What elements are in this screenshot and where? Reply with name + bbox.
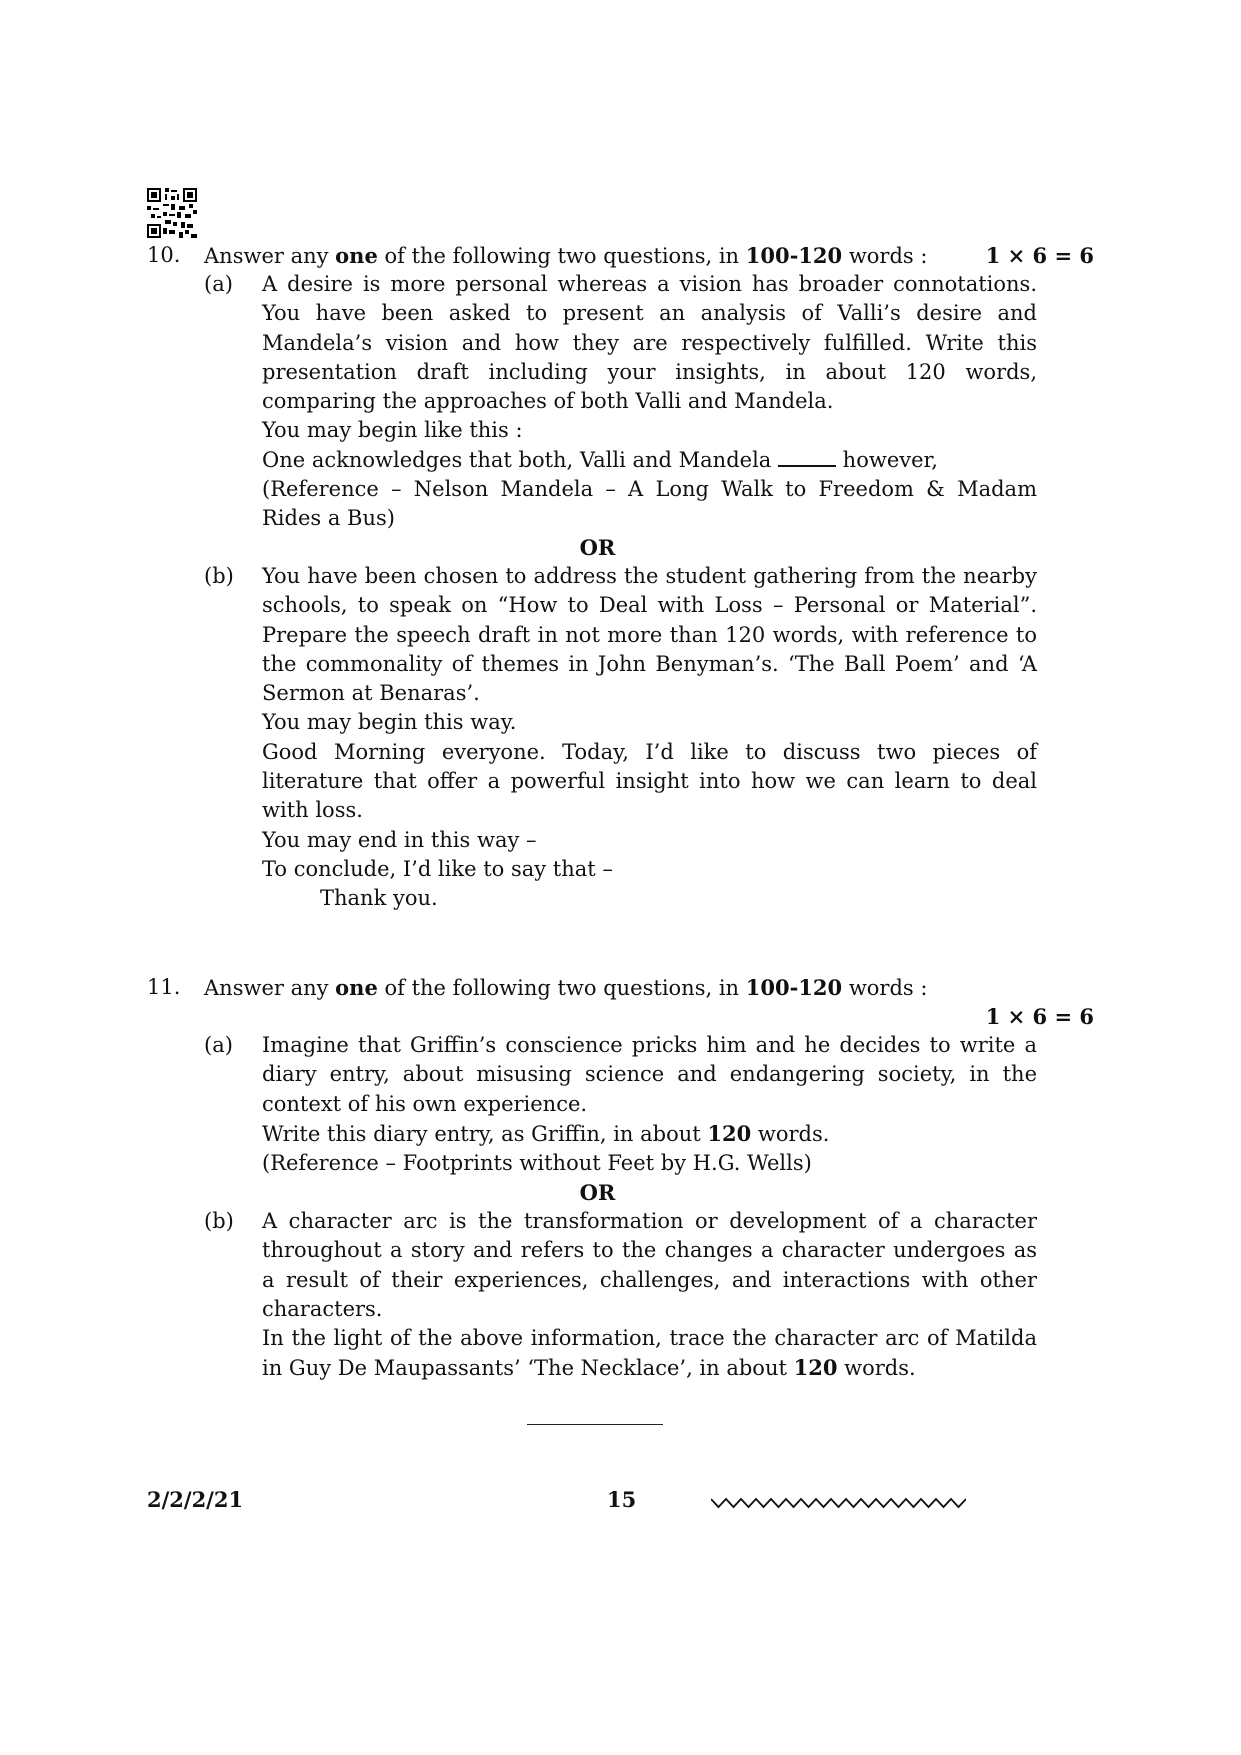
question-10b-thanks: Thank you. xyxy=(320,886,438,911)
question-11b-light: In the light of the above information, trace the character arc of Matilda in Guy De Maupassants’ ‘The Necklace’, in about 120 words. xyxy=(262,1326,1037,1381)
qr-code-icon xyxy=(147,188,197,238)
question-11b-label: (b) xyxy=(204,1209,234,1233)
question-10b-conclude: To conclude, I’d like to say that – xyxy=(262,856,613,881)
question-11b-prompt: A character arc is the transformation or development of a character throughout a story and refers to the changes a character undergoes as a result of their experiences, challenges, and interactions with other characters. xyxy=(262,1209,1037,1321)
question-10a-body xyxy=(262,270,1037,534)
question-10b-begin: You may begin this way. xyxy=(262,710,517,735)
question-10a-prompt: A desire is more personal whereas a vision has broader connotations. You have been asked to present an analysis of Valli’s desire and Mandela’s vision and how they are respectively fulfilled. Write this presentation draft including your insights, in about 120 words, comparing the approaches of both Valli and Mandela. xyxy=(262,272,1037,414)
question-11a-label: (a) xyxy=(204,1033,233,1057)
answer-blank xyxy=(778,447,836,467)
footer-page-number: 15 xyxy=(607,1487,637,1512)
question-11a-prompt: Imagine that Griffin’s conscience pricks him and he decides to write a diary entry, about misusing science and endangering society, in the context of his own experience. xyxy=(262,1033,1037,1116)
question-10-number: 10. xyxy=(147,243,181,267)
question-11b-body xyxy=(262,1207,1037,1384)
question-10a-label: (a) xyxy=(204,272,233,296)
wavy-line-icon xyxy=(711,1496,966,1510)
question-10-instruction: Answer any one of the following two questions, in 100-120 words : xyxy=(204,243,928,268)
question-11-or: OR xyxy=(579,1180,616,1205)
question-10b-label: (b) xyxy=(204,564,234,588)
question-10a-start-line: One acknowledges that both, Valli and Mandela however, xyxy=(262,447,938,472)
question-11-marks: 1 × 6 = 6 xyxy=(985,1004,1094,1029)
question-11a-write: Write this diary entry, as Griffin, in about 120 words. xyxy=(262,1120,830,1146)
question-10-or: OR xyxy=(579,535,616,560)
question-10b-prompt: You have been chosen to address the student gathering from the nearby schools, to speak on “How to Deal with Loss – Personal or Material”. Prepare the speech draft in not more than 120 words, with reference to the commonality of themes in John Benyman’s. ‘The Ball Poem’ and ‘A Sermon at Benaras’. xyxy=(262,564,1037,706)
question-10b-end: You may end in this way – xyxy=(262,827,537,852)
question-11a-reference: (Reference – Footprints without Feet by H.G. Wells) xyxy=(262,1151,812,1176)
question-11-number: 11. xyxy=(147,975,181,999)
question-11a-body xyxy=(262,1031,1037,1178)
question-10a-begin: You may begin like this : xyxy=(262,418,523,443)
footer-paper-code: 2/2/2/21 xyxy=(147,1487,244,1512)
question-11-instruction: Answer any one of the following two questions, in 100-120 words : xyxy=(204,975,928,1000)
question-10b-opening: Good Morning everyone. Today, I’d like to discuss two pieces of literature that offer a powerful insight into how we can learn to deal with loss. xyxy=(262,739,1037,823)
end-rule xyxy=(527,1424,663,1425)
question-10-marks: 1 × 6 = 6 xyxy=(985,243,1094,268)
question-10b-body xyxy=(262,562,1037,914)
question-10a-reference: (Reference – Nelson Mandela – A Long Walk to Freedom & Madam Rides a Bus) xyxy=(262,477,1037,531)
